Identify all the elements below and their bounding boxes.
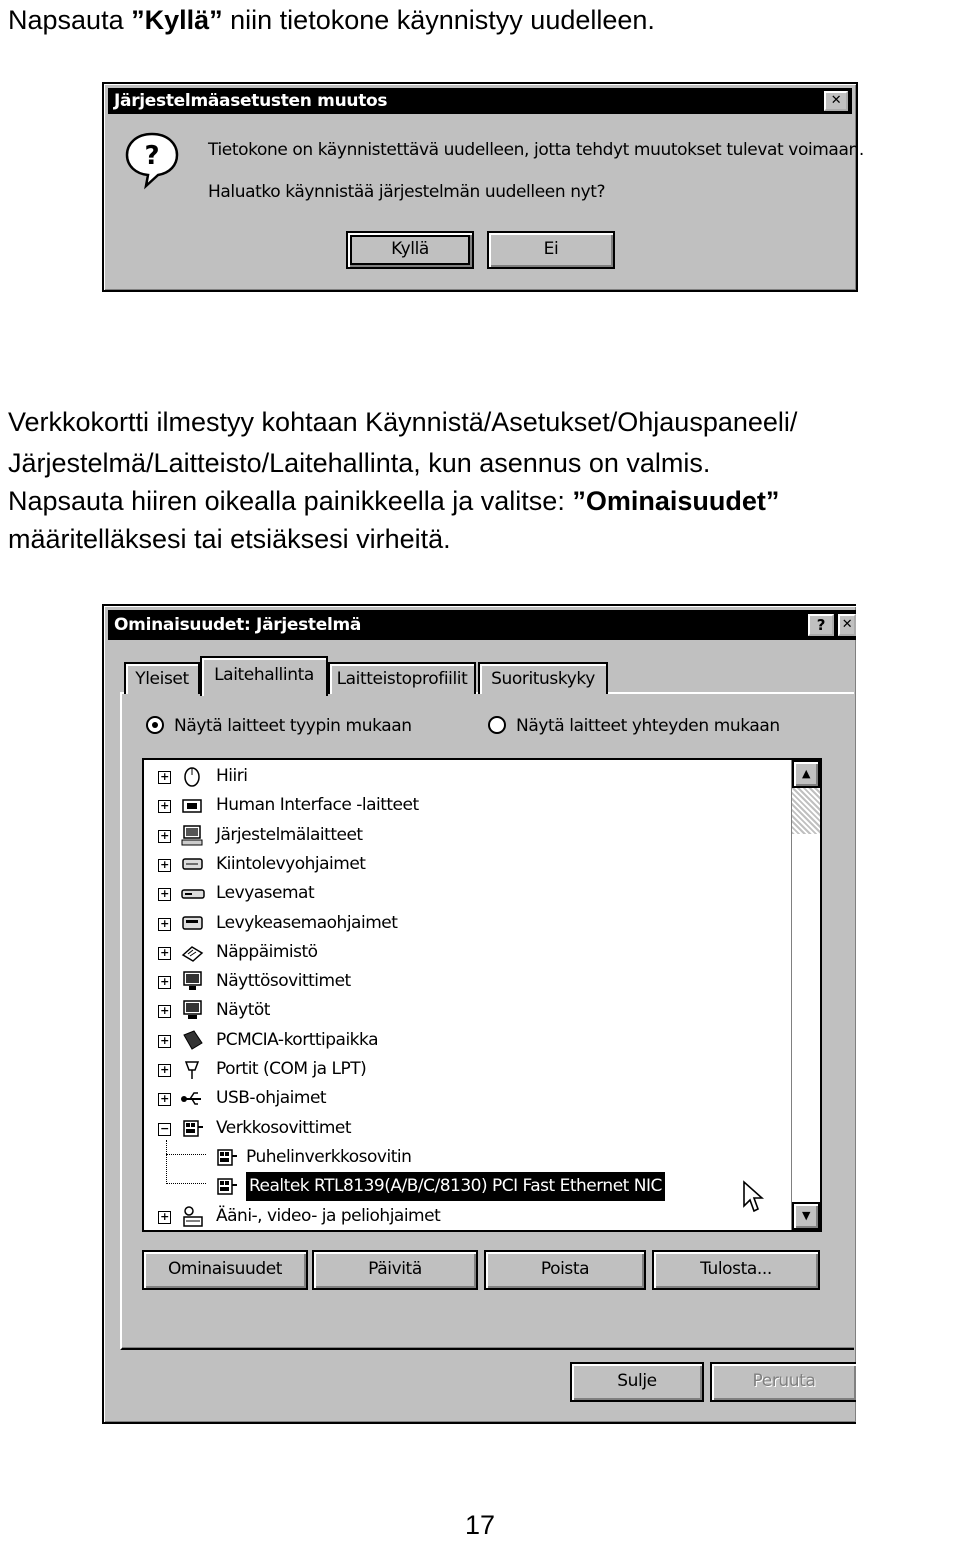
tab-device-manager[interactable] [200, 656, 328, 696]
print-button-label: Tulosta... [700, 1259, 772, 1279]
restart-message-line2: Haluatko käynnistää järjestelmän uudelleen nyt? [208, 182, 606, 202]
computer-icon [180, 824, 206, 846]
intro-text: Napsauta ”Kyllä” niin tietokone käynnistyy uudelleen. [8, 5, 655, 35]
tree-item-label: Levykeasemaohjaimet [216, 912, 398, 933]
radio-by-type-label: Näytä laitteet tyypin mukaan [174, 716, 412, 736]
expand-icon[interactable]: + [158, 771, 171, 784]
intro-prefix: Napsauta [8, 5, 132, 35]
tree-connector [166, 1140, 167, 1184]
expand-icon[interactable]: + [158, 1005, 171, 1018]
tab-performance-label: Suorituskyky [491, 669, 595, 689]
monitor-icon [180, 999, 206, 1021]
disk-controller-icon [180, 853, 206, 875]
cancel-button-label: Peruuta [752, 1371, 816, 1391]
system-properties-title: Ominaisuudet: Järjestelmä [114, 615, 362, 635]
expand-icon[interactable]: + [158, 1093, 171, 1106]
drive-icon [180, 882, 206, 904]
expand-icon[interactable]: + [158, 976, 171, 989]
system-properties-dialog [102, 604, 856, 1424]
expand-icon[interactable]: + [158, 800, 171, 813]
remove-button[interactable] [484, 1250, 646, 1290]
properties-button[interactable] [142, 1250, 308, 1290]
device-tree[interactable] [142, 758, 822, 1232]
tab-hardware-profiles[interactable] [328, 662, 476, 694]
tab-general-label: Yleiset [135, 669, 189, 689]
no-button-label: Ei [543, 239, 559, 259]
scroll-down-button[interactable]: ▼ [792, 1202, 820, 1230]
help-button[interactable]: ? [808, 614, 834, 636]
instructions-line2: Järjestelmä/Laitteisto/Laitehallinta, kun asennus on valmis. [8, 448, 711, 478]
expand-icon[interactable]: + [158, 1064, 171, 1077]
instructions-line3: Napsauta hiiren oikealla painikkeella ja valitse: ”Ominaisuudet” [8, 486, 780, 516]
pcmcia-icon [180, 1029, 206, 1051]
remove-button-label: Poista [540, 1259, 590, 1279]
close-dialog-button-label: Sulje [617, 1371, 657, 1391]
port-icon [180, 1058, 206, 1080]
network-card-icon [214, 1175, 240, 1197]
tree-connector [166, 1154, 206, 1155]
tree-connector [166, 1183, 206, 1184]
intro-suffix: niin tietokone käynnistyy uudelleen. [222, 5, 655, 35]
no-button[interactable] [487, 231, 615, 269]
tree-item-label: Levyasemat [216, 883, 315, 904]
close-dialog-button[interactable] [570, 1362, 704, 1402]
hid-icon [180, 794, 206, 816]
scroll-up-button[interactable]: ▲ [792, 760, 820, 788]
instructions-line4: määritelläksesi tai etsiäksesi virheitä. [8, 524, 451, 554]
page-number: 17 [464, 1510, 496, 1540]
restart-dialog [102, 82, 864, 292]
tree-item-label: PCMCIA-korttipaikka [216, 1029, 378, 1050]
yes-button[interactable] [346, 231, 474, 269]
expand-icon[interactable]: + [158, 830, 171, 843]
tree-item-label: Ääni-, video- ja peliohjaimet [216, 1205, 441, 1226]
restart-message-line1: Tietokone on käynnistettävä uudelleen, jotta tehdyt muutokset tulevat voimaan. [208, 140, 864, 160]
tree-item-label: Näytöt [216, 1000, 270, 1021]
expand-icon[interactable]: + [158, 1035, 171, 1048]
refresh-button-label: Päivitä [368, 1259, 422, 1279]
mouse-cursor-icon [742, 1180, 764, 1214]
system-properties-titlebar [108, 610, 856, 640]
tree-item-label: Human Interface -laitteet [216, 795, 419, 816]
expand-icon[interactable]: + [158, 1211, 171, 1224]
expand-icon[interactable]: + [158, 918, 171, 931]
floppy-controller-icon [180, 912, 206, 934]
scroll-thumb[interactable] [792, 788, 820, 834]
network-icon [180, 1117, 206, 1139]
question-icon [124, 130, 180, 190]
tree-item-label: Näyttösovittimet [216, 971, 351, 992]
tree-item-label: Hiiri [216, 766, 248, 786]
tree-item-label: Puhelinverkkosovitin [246, 1146, 412, 1167]
expand-icon[interactable]: + [158, 888, 171, 901]
keyboard-icon [180, 941, 206, 963]
svg-text:?: ? [144, 141, 160, 171]
print-button[interactable] [652, 1250, 820, 1290]
radio-by-connection[interactable] [488, 716, 506, 734]
tree-item-label: Portit (COM ja LPT) [216, 1059, 367, 1079]
expand-icon[interactable]: + [158, 947, 171, 960]
sound-icon [180, 1205, 206, 1227]
instructions-line3-prefix: Napsauta hiiren oikealla painikkeella ja valitse: [8, 486, 573, 516]
tab-hardware-profiles-label: Laitteistoprofiilit [336, 669, 468, 689]
instructions-bold: Ominaisuudet [585, 486, 766, 516]
tree-item-label: Järjestelmälaitteet [216, 824, 363, 845]
collapse-icon[interactable]: − [158, 1123, 171, 1136]
tree-scrollbar[interactable] [791, 760, 820, 1230]
tree-item-label: Näppäimistö [216, 941, 318, 962]
properties-button-label: Ominaisuudet [167, 1259, 283, 1279]
tab-performance[interactable] [478, 662, 608, 694]
tab-device-manager-label: Laitehallinta [214, 665, 314, 685]
expand-icon[interactable]: + [158, 859, 171, 872]
close-button[interactable]: ✕ [838, 614, 856, 636]
restart-dialog-titlebar [108, 88, 852, 114]
usb-icon [180, 1087, 206, 1109]
tree-item-label: Kiintolevyohjaimet [216, 853, 366, 874]
intro-bold: Kyllä [144, 5, 210, 35]
instructions-line1: Verkkokortti ilmestyy kohtaan Käynnistä/Asetukset/Ohjauspaneeli/ [8, 407, 798, 437]
radio-by-connection-label: Näytä laitteet yhteyden mukaan [516, 716, 780, 736]
mouse-icon [180, 765, 206, 787]
restart-dialog-title: Järjestelmäasetusten muutos [114, 91, 388, 111]
display-adapter-icon [180, 970, 206, 992]
tab-general[interactable] [124, 662, 200, 694]
close-button[interactable]: ✕ [824, 91, 848, 111]
tree-item-label: Verkkosovittimet [216, 1117, 352, 1138]
network-card-icon [214, 1146, 240, 1168]
cancel-button[interactable] [710, 1362, 856, 1402]
tree-item-label: Realtek RTL8139(A/B/C/8130) PCI Fast Ethernet NIC [246, 1172, 665, 1201]
refresh-button[interactable] [312, 1250, 478, 1290]
radio-by-type[interactable] [146, 716, 164, 734]
tree-item-label: USB-ohjaimet [216, 1088, 327, 1109]
yes-button-label: Kyllä [391, 239, 429, 259]
